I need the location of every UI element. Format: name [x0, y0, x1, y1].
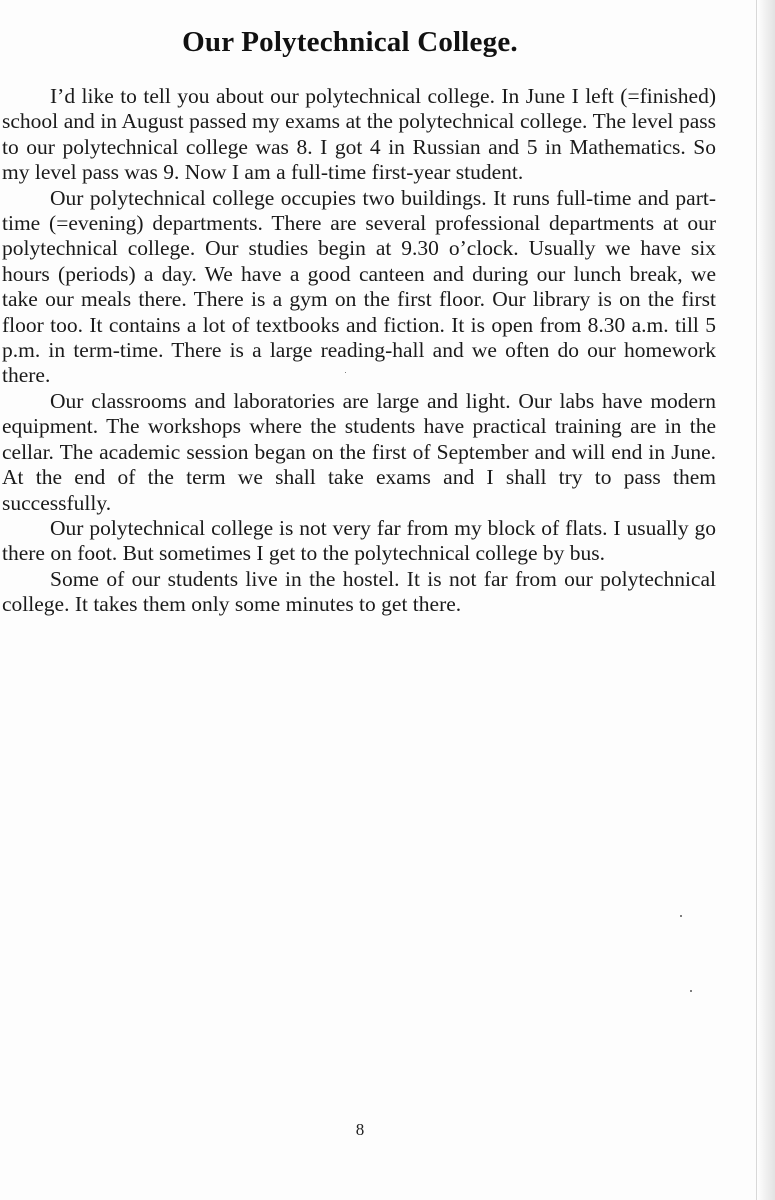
paragraph-buildings: Our polytechnical college occupies two buildings. It runs full-time and part-time (=evening) departments. There are several professional departments at our polytechnical college. Our studies begin at 9.30 o’clock. Usually we have six hours (periods) a day. We have a good canteen and during our lunch break, we take our meals there. There is a gym on the first floor. Our library is on the first floor too. It contains a lot of textbooks and fiction. It is open from 8.30 a.m. till 5 p.m. in term-time. There is a large reading-hall and we often do our homework there.	[2, 185, 716, 388]
page-number: 8	[355, 1120, 365, 1139]
page-title: Our Polytechnical College.	[182, 26, 518, 58]
paragraph-intro: I’d like to tell you about our polytechnical college. In June I left (=finished) school and in August passed my exams at the polytechnical college. The level pass to our polytechnical college was 8. I got 4 in Russian and 5 in Mathematics. So my level pass was 9. Now I am a full-time first-year student.	[2, 84, 716, 185]
paragraph-hostel: Some of our students live in the hostel. It is not far from our polytechnical college. It takes them only some minutes to get there.	[2, 566, 716, 617]
page-edge-shadow	[756, 0, 775, 1200]
scan-speck	[345, 372, 346, 373]
paragraph-classrooms: Our classrooms and laboratories are large and light. Our labs have modern equipment. The workshops where the students have practical training are in the cellar. The academic session began on the first of September and will end in June. At the end of the term we shall take exams and I shall try to pass them successfully.	[2, 388, 716, 515]
scan-speck	[690, 990, 692, 992]
scan-speck	[680, 915, 682, 917]
body-text	[2, 84, 716, 618]
paragraph-location: Our polytechnical college is not very far from my block of flats. I usually go there on foot. But sometimes I get to the polytechnical college by bus.	[2, 515, 716, 566]
